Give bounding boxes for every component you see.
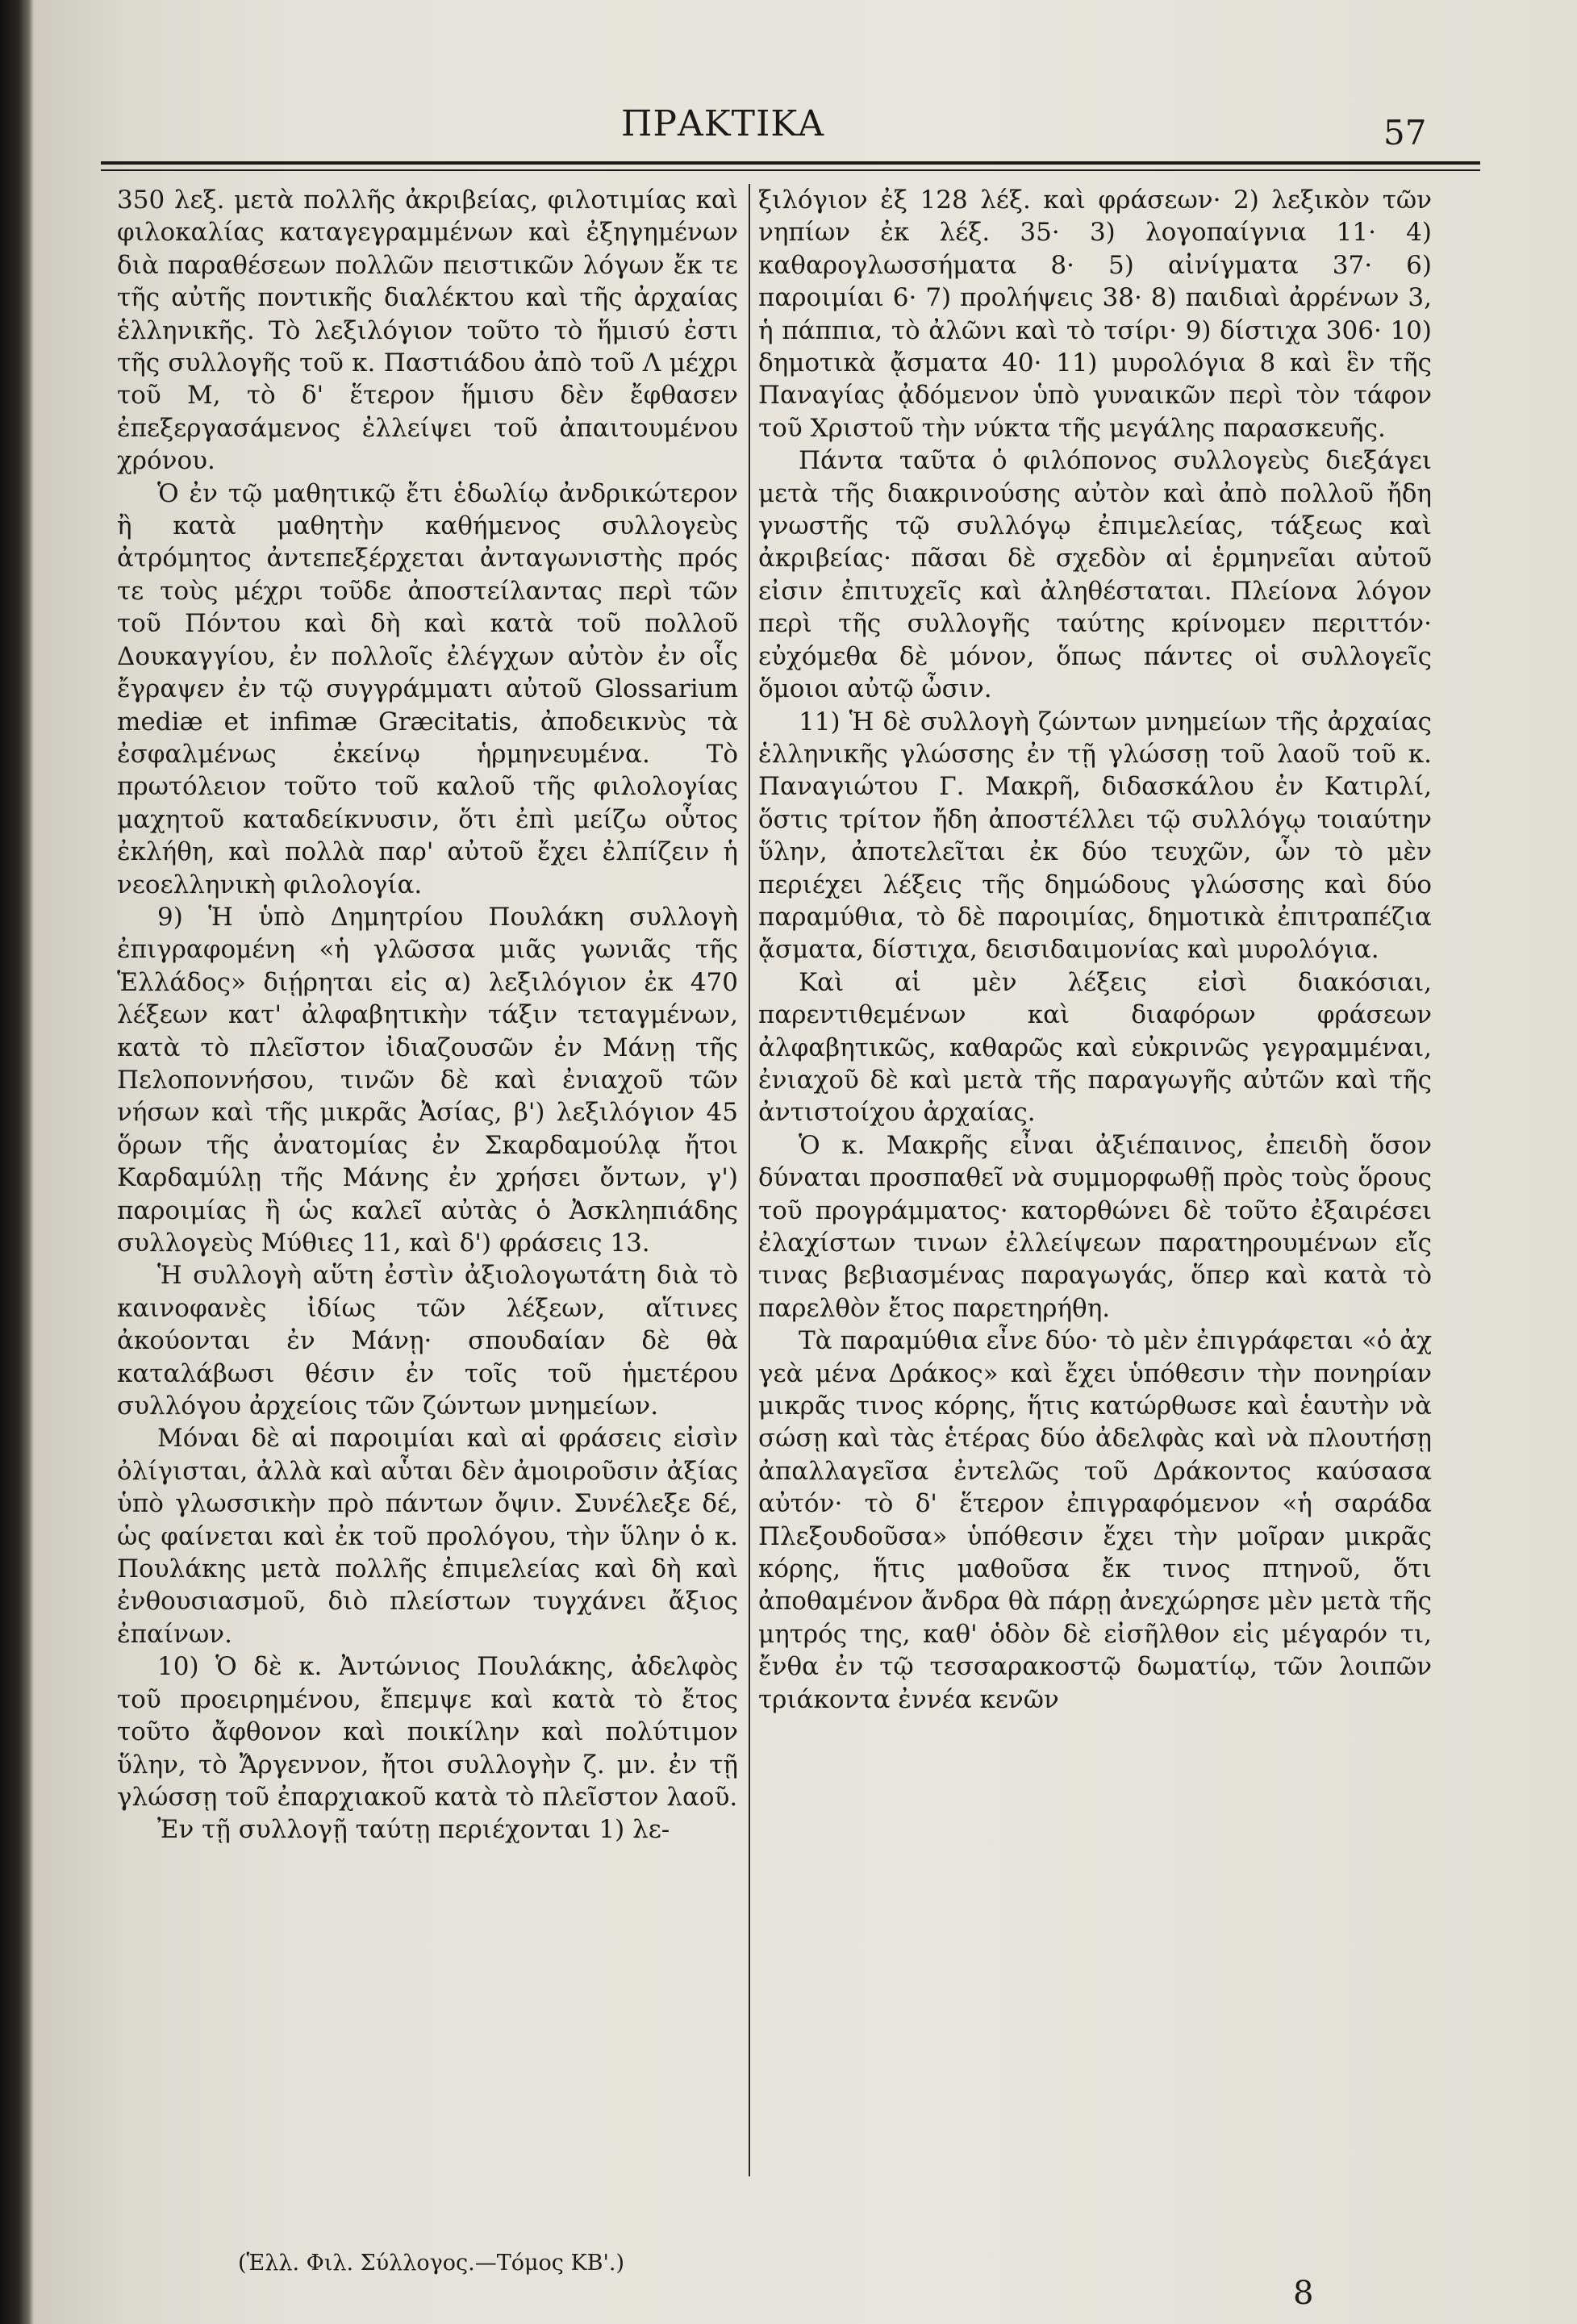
right-paragraph-3: 11) Ἡ δὲ συλλογὴ ζώντων μνημείων τῆς ἀρχαίας ἑλληνικῆς γλώσσης ἐν τῇ γλώσσῃ τοῦ λαοῦ τοῦ κ. Παναγιώτου Γ. Μακρῆ, διδασκάλου ἐν Κατιρλί, ὅστις τρίτον ἤδη ἀποστέλλει τῷ συλλόγῳ τοιαύτην ὕλην, ἀποτελεῖται ἐκ δύο τευχῶν, ὧν τὸ μὲν περιέχει λέξεις τῆς δημώδους γλώσσης καὶ δύο παραμύθια, τὸ δὲ παροιμίας, δημοτικὰ ἐπιτραπέζια ᾄσματα, δίστιχα, δεισιδαιμονίας καὶ μυρολόγια. [758, 707, 1432, 965]
left-paragraph-3: 9) Ἡ ὑπὸ Δημητρίου Πουλάκη συλλογὴ ἐπιγραφομένη «ἡ γλῶσσα μιᾶς γωνιᾶς τῆς Ἑλλάδος» διῄρηται εἰς α) λεξιλόγιον ἐκ 470 λέξεων κατ' ἀλφαβητικὴν τάξιν τεταγμένων, κατὰ τὸ πλεῖστον ἰδιαζουσῶν ἐν Μάνῃ τῆς Πελοποννήσου, τινῶν δὲ καὶ ἐνιαχοῦ τῶν νήσων καὶ τῆς μικρᾶς Ἀσίας, β') λεξιλόγιον 45 ὅρων τῆς ἀνατομίας ἐν Σκαρδαμούλᾳ ἤτοι Καρδαμύλῃ τῆς Μάνης ἐν χρήσει ὄντων, γ') παροιμίας ἢ ὡς καλεῖ αὐτὰς ὁ Ἀσκληπιάδης συλλογεὺς Μύθιες 11, καὶ δ') φράσεις 13. [117, 902, 738, 1258]
right-paragraph-6: Τὰ παραμύθια εἶνε δύο· τὸ μὲν ἐπιγράφεται «ὁ ἀχ γεὰ μένα Δράκος» καὶ ἔχει ὑπόθεσιν τὴν πονηρίαν μικρᾶς τινος κόρης, ἥτις κατώρθωσε καὶ ἑαυτὴν νὰ σώσῃ καὶ τὰς ἑτέρας δύο ἀδελφὰς καὶ νὰ πλουτήσῃ ἀπαλλαγεῖσα ἐντελῶς τοῦ Δράκοντος καύσασα αὐτόν· τὸ δ' ἕτερον ἐπιγραφόμενον «ἡ σαράδα Πλεξουδοῦσα» ὑπόθεσιν ἔχει τὴν μοῖραν μικρᾶς κόρης, ἥτις μαθοῦσα ἔκ τινος πτηνοῦ, ὅτι ἀποθαμένον ἄνδρα θὰ πάρῃ ἀνεχώρησε μὲν μετὰ τῆς μητρός της, καθ' ὁδὸν δὲ εἰσῆλθον εἰς μέγαρόν τι, ἔνθα ἐν τῷ τεσσαρακοστῷ δωματίῳ, τῶν λοιπῶν τριάκοντα ἐννέα κενῶν [758, 1326, 1432, 1714]
header-rule-thin [101, 169, 1480, 171]
left-paragraph-5: Μόναι δὲ αἱ παροιμίαι καὶ αἱ φράσεις εἰσὶν ὀλίγισται, ἀλλὰ καὶ αὗται δὲν ἀμοιροῦσιν ἀξίας ὑπὸ γλωσσικὴν πρὸ πάντων ὄψιν. Συνέλεξε δέ, ὡς φαίνεται καὶ ἐκ τοῦ προλόγου, τὴν ὕλην ὁ κ. Πουλάκης μετὰ πολλῆς ἐπιμελείας καὶ δὴ καὶ ἐνθουσιασμοῦ, διὸ πλείστων τυγχάνει ἄξιος ἐπαίνων. [117, 1424, 738, 1649]
right-column [758, 184, 1432, 1716]
left-paragraph-4: Ἡ συλλογὴ αὕτη ἐστὶν ἀξιολογωτάτη διὰ τὸ καινοφανὲς ἰδίως τῶν λέξεων, αἵτινες ἀκούονται ἐν Μάνῃ· σπουδαίαν δὲ θὰ καταλάβωσι θέσιν ἐν τοῖς τοῦ ἡμετέρου συλλόγου ἀρχείοις τῶν ζώντων μνημείων. [117, 1261, 738, 1421]
left-paragraph-1: 350 λεξ. μετὰ πολλῆς ἀκριβείας, φιλοτιμίας καὶ φιλοκαλίας καταγεγραμμένων καὶ ἐξηγημένων διὰ παραθέσεων πολλῶν πειστικῶν λόγων ἔκ τε τῆς αὐτῆς ποντικῆς διαλέκτου καὶ τῆς ἀρχαίας ἑλληνικῆς. Τὸ λεξιλόγιον τοῦτο τὸ ἥμισύ ἐστι τῆς συλλογῆς τοῦ κ. Παστιάδου ἀπὸ τοῦ Λ μέχρι τοῦ Μ, τὸ δ' ἕτερον ἥμισυ δὲν ἔφθασεν ἐπεξεργασάμενος ἐλλείψει τοῦ ἀπαιτουμένου χρόνου. [117, 186, 738, 476]
running-title: ΠΡΑΚΤΙΚΑ [621, 103, 824, 144]
left-paragraph-7: Ἐν τῇ συλλογῇ ταύτῃ περιέχονται 1) λε- [157, 1815, 670, 1845]
right-paragraph-1: ξιλόγιον ἐξ 128 λέξ. καὶ φράσεων· 2) λεξικὸν τῶν νηπίων ἐκ λέξ. 35· 3) λογοπαίγνια 11· 4) καθαρογλωσσήματα 8· 5) αἰνίγματα 37· 6) παροιμίαι 6· 7) προλήψεις 38· 8) παιδιαὶ ἀρρένων 3, ἡ πάππια, τὸ ἀλῶνι καὶ τὸ τσίρι· 9) δίστιχα 306· 10) δημοτικὰ ᾄσματα 40· 11) μυρολόγια 8 καὶ ἓν τῆς Παναγίας ᾀδόμενον ὑπὸ γυναικῶν περὶ τὸν τάφον τοῦ Χριστοῦ τὴν νύκτα τῆς μεγάλης παρασκευῆς. [758, 186, 1432, 443]
left-paragraph-2: Ὁ ἐν τῷ μαθητικῷ ἔτι ἑδωλίῳ ἀνδρικώτερον ἢ κατὰ μαθητὴν καθήμενος συλλογεὺς ἀτρόμητος ἀντεπεξέρχεται ἀνταγωνιστὴς πρός τε τοὺς μέχρι τοῦδε ἀποστείλαντας περὶ τῶν τοῦ Πόντου καὶ δὴ καὶ κατὰ τοῦ πολλοῦ Δουκαγγίου, ἐν πολλοῖς ἐλέγχων αὐτὸν ἐν οἷς ἔγραψεν ἐν τῷ συγγράμματι αὐτοῦ Glossarium mediæ et infimæ Græcitatis, ἀποδεικνὺς τὰ ἐσφαλμένως ἐκείνῳ ἡρμηνευμένα. Τὸ πρωτόλειον τοῦτο τοῦ καλοῦ τῆς φιλολογίας μαχητοῦ καταδείκνυσιν, ὅτι ἐπὶ μείζω οὗτος ἐκλήθη, καὶ πολλὰ παρ' αὐτοῦ ἔχει ἐλπίζειν ἡ νεοελληνικὴ φιλολογία. [117, 478, 738, 899]
right-paragraph-4: Καὶ αἱ μὲν λέξεις εἰσὶ διακόσιαι, παρεντιθεμένων καὶ διαφόρων φράσεων ἀλφαβητικῶς, καθαρῶς καὶ εὐκρινῶς γεγραμμέναι, ἐνιαχοῦ δὲ καὶ μετὰ τῆς παραγωγῆς αὐτῶν καὶ τῆς ἀντιστοίχου ἀρχαίας. [758, 967, 1432, 1128]
book-spine-shadow [0, 0, 34, 2324]
header-rule-thick [101, 161, 1480, 165]
right-paragraph-2: Πάντα ταῦτα ὁ φιλόπονος συλλογεὺς διεξάγει μετὰ τῆς διακρινούσης αὐτὸν καὶ ἀπὸ πολλοῦ ἤδη γνωστῆς τῷ συλλόγῳ ἐπιμελείας, τάξεως καὶ ἀκριβείας· πᾶσαι δὲ σχεδὸν αἱ ἑρμηνεῖαι αὐτοῦ εἰσιν ἐπιτυχεῖς καὶ ἀληθέσταται. Πλείονα λόγον περὶ τῆς συλλογῆς ταύτης κρίνομεν περιττόν· εὐχόμεθα δὲ μόνον, ὅπως πάντες οἱ συλλογεῖς ὅμοιοι αὐτῷ ὦσιν. [758, 446, 1432, 704]
signature-mark: 8 [1293, 2275, 1314, 2312]
left-column [117, 184, 738, 1846]
right-paragraph-5: Ὁ κ. Μακρῆς εἶναι ἀξιέπαινος, ἐπειδὴ ὅσον δύναται προσπαθεῖ νὰ συμμορφωθῇ πρὸς τοὺς ὅρους τοῦ προγράμματος· κατορθώνει δὲ τοῦτο ἐξαιρέσει ἐλαχίστων τινων ἐλλείψεων παρατηρουμένων εἴς τινας βεβιασμένας παραγωγάς, ὅπερ καὶ κατὰ τὸ παρελθὸν ἔτος παρετηρήθη. [758, 1130, 1432, 1323]
page-number: 57 [1383, 113, 1427, 152]
footer-volume-note: (Ἑλλ. Φιλ. Σύλλογος.—Τόμος ΚΒ'.) [238, 2251, 625, 2276]
column-divider [749, 184, 750, 2176]
left-paragraph-6: 10) Ὁ δὲ κ. Ἀντώνιος Πουλάκης, ἀδελφὸς τοῦ προειρημένου, ἔπεμψε καὶ κατὰ τὸ ἔτος τοῦτο ἄφθονον καὶ ποικίλην καὶ πολύτιμον ὕλην, τὸ Ἄργεννον, ἤτοι συλλογὴν ζ. μν. ἐν τῇ γλώσσῃ τοῦ ἐπαρχιακοῦ κατὰ τὸ πλεῖστον λαοῦ. [117, 1652, 738, 1812]
